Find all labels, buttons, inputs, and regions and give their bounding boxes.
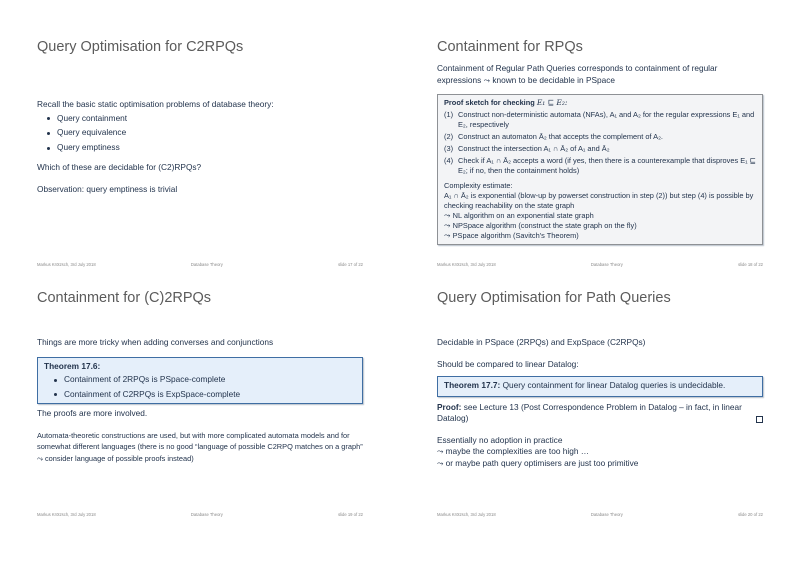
- proof-text: Proof: see Lecture 13 (Post Correspondence Problem in Datalog – in fact, in linear Datalog): [437, 402, 763, 425]
- leads-to-icon: ⤳: [444, 231, 453, 240]
- footer-course: Database Theory: [590, 512, 623, 517]
- footer-course: Database Theory: [590, 262, 623, 267]
- slide-footer: [437, 512, 763, 517]
- leads-to-icon: ⤳: [437, 458, 446, 468]
- theorem-text: Query containment for linear Datalog queries is undecidable.: [502, 380, 726, 390]
- slide-footer: [37, 512, 363, 517]
- intro-text-a: Containment of Regular Path Queries corresponds to containment of regular expressions: [437, 63, 718, 85]
- slide-title: Containment for (C)2RPQs: [37, 290, 212, 306]
- compare-text: Should be compared to linear Datalog:: [437, 358, 579, 369]
- observation-text: Observation: query emptiness is trivial: [37, 184, 178, 195]
- footer-course: Database Theory: [190, 512, 223, 517]
- qed-icon: [756, 416, 763, 423]
- footer-slide-number: slide 18 of 22: [738, 262, 763, 267]
- footer-slide-number: slide 19 of 22: [338, 512, 363, 517]
- conclusion-line: ⤳ NPSpace algorithm (construct the state graph on the fly): [444, 221, 637, 230]
- leads-to-icon: ⤳: [444, 211, 453, 220]
- footer-slide-number: slide 17 of 22: [338, 262, 363, 267]
- footer-slide-number: slide 20 of 22: [738, 512, 763, 517]
- conclusion-line: ⤳ PSpace algorithm (Savitch's Theorem): [444, 231, 579, 240]
- complexity-heading: Complexity estimate:: [444, 181, 513, 190]
- slide-body: [37, 337, 363, 464]
- slide-18: [400, 0, 800, 283]
- slide-body: [37, 99, 363, 196]
- proof-steps: [444, 110, 756, 176]
- list-item: Query equivalence: [37, 127, 363, 139]
- footer-author: Markus Krötzsch, 3rd July 2018: [437, 262, 496, 267]
- intro-text: Recall the basic static optimisation problems of database theory:: [37, 99, 274, 109]
- conclusion-line: ⤳ NL algorithm on an exponential state graph: [444, 211, 594, 220]
- footer-author: Markus Krötzsch, 3rd July 2018: [37, 512, 96, 517]
- consequence-line: ⤳ maybe the complexities are too high …: [437, 446, 590, 456]
- complexity-text: A₁ ∩ Ā₂ is exponential (blow-up by powerset construction in step (2)) but step (4) is possible by checking reachability on the state graph: [444, 191, 754, 210]
- footer-author: Markus Krötzsch, 3rd July 2018: [37, 262, 96, 267]
- slide-17: [0, 0, 400, 283]
- slide-body: [437, 337, 763, 469]
- intro-text: [437, 63, 763, 86]
- intro-text-b: known to be decidable in PSpace: [492, 74, 616, 85]
- closing-text: Essentially no adoption in practice: [437, 434, 563, 445]
- after-text: The proofs are more involved.: [37, 408, 148, 419]
- proof-step: (1) Construct non-deterministic automata (NFAs), A₁ and A₂ for the regular expressions E₁ and E₂, respectively: [444, 110, 755, 129]
- proof-step: (2) Construct an automaton Ā₂ that accepts the complement of A₂.: [444, 132, 663, 141]
- proof-step: (3) Construct the intersection A₁ ∩ Ā₂ of A₁ and Ā₂: [444, 144, 610, 153]
- slide-title: Containment for RPQs: [437, 39, 583, 55]
- footer-course: Database Theory: [190, 262, 223, 267]
- slide-footer: [437, 262, 763, 267]
- slide-title: Query Optimisation for C2RPQs: [37, 39, 244, 55]
- theorem-box: [37, 357, 363, 405]
- theorem-box: [437, 376, 763, 397]
- footer-author: Markus Krötzsch, 3rd July 2018: [437, 512, 496, 517]
- list-item: Query containment: [37, 113, 363, 125]
- problem-list: [37, 113, 363, 154]
- slide-footer: [37, 262, 363, 267]
- theorem-heading: Theorem 17.7:: [444, 380, 501, 390]
- slide-20: [400, 283, 800, 566]
- list-item: Containment of C2RPQs is ExpSpace-complete: [44, 389, 356, 401]
- decidable-text: Decidable in PSpace (2RPQs) and ExpSpace (C2RPQs): [437, 337, 646, 347]
- proof-sketch-box: [437, 94, 763, 245]
- theorem-list: [44, 374, 356, 400]
- intro-text: Things are more tricky when adding converses and conjunctions: [37, 337, 274, 347]
- consequence-line: ⤳ or maybe path query optimisers are just too primitive: [437, 457, 639, 468]
- question-text: Which of these are decidable for (C2)RPQs?: [37, 161, 202, 172]
- theorem-heading: Theorem 17.6:: [44, 360, 101, 371]
- leads-to-icon: ⤳: [437, 447, 446, 456]
- leads-to-icon: ⤳: [444, 221, 453, 230]
- proof-step: (4) Check if A₁ ∩ Ā₂ accepts a word (if yes, then there is a counterexample that disproves E₁ ⊑ E₂; if no, then the containment holds): [444, 156, 756, 175]
- proof-label: Proof:: [437, 401, 462, 412]
- slide-body: [437, 63, 763, 245]
- slide-19: [0, 283, 400, 566]
- proof-sketch-heading: Proof sketch for checking E₁ ⊑ E₂:: [444, 98, 568, 107]
- leads-to-icon: ⤳: [483, 75, 490, 85]
- slide-title: Query Optimisation for Path Queries: [437, 290, 671, 306]
- list-item: Containment of 2RPQs is PSpace-complete: [44, 374, 356, 386]
- paragraph-text: Automata-theoretic constructions are used, but with more complicated automata models and for somewhat different languages (there is no good “language of possible C2RPQ matches on a graph” ⤳ consider language of possible proofs instead): [37, 430, 363, 463]
- list-item: Query emptiness: [37, 142, 363, 154]
